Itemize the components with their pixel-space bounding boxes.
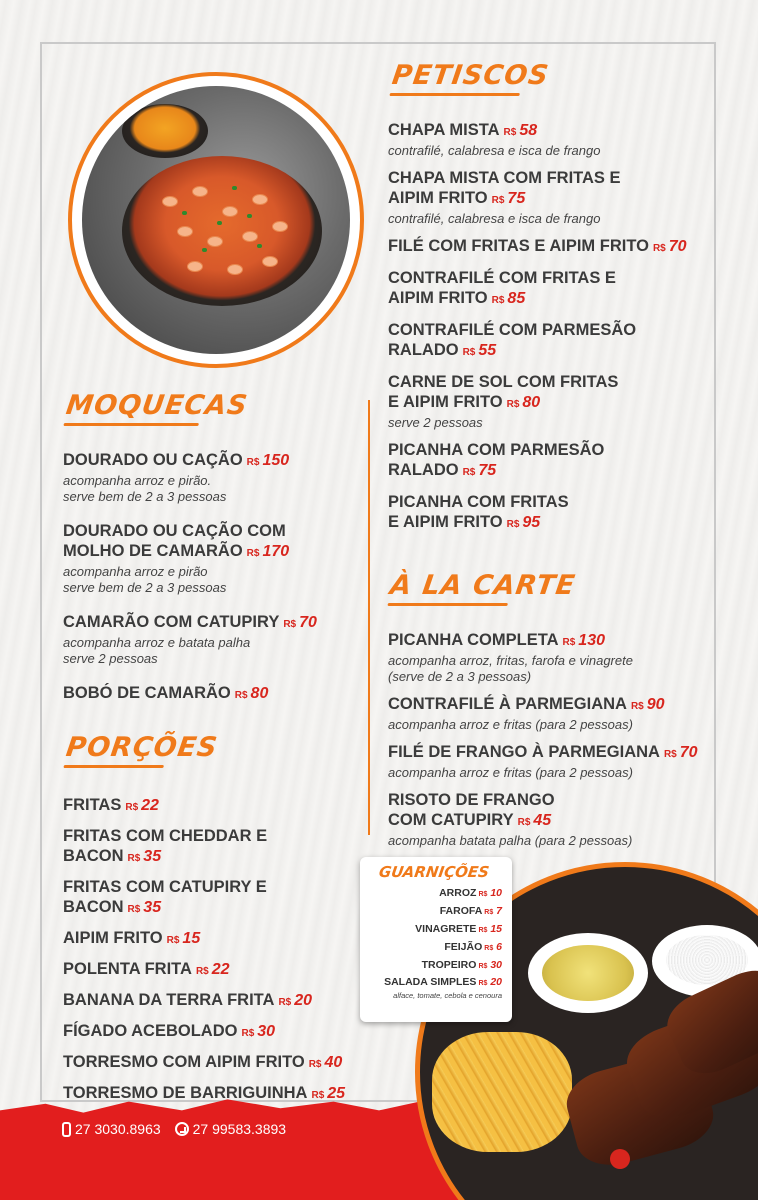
moquecas-heading [63, 390, 249, 426]
whatsapp-icon [175, 1122, 189, 1136]
porcoes-item: BANANA DA TERRA FRITA R$ 20 [63, 991, 313, 1009]
petiscos-item: CONTRAFILÉ COM PARMESÃO RALADO R$ 55 [388, 321, 637, 359]
porcoes-item: POLENTA FRITA R$ 22 [63, 960, 230, 978]
petiscos-item: CARNE DE SOL COM FRITAS E AIPIM FRITO R$ 80 serve 2 pessoas [388, 373, 619, 430]
contacts [62, 1121, 286, 1137]
petiscos-item: PICANHA COM FRITAS E AIPIM FRITO R$ 95 [388, 493, 569, 531]
guarnicoes-item: SALADA SIMPLES R$ 20 [384, 976, 502, 988]
porcoes-item: FRITAS COM CATUPIRY E BACON R$ 35 [63, 878, 267, 916]
petiscos-item: CHAPA MISTA COM FRITAS E AIPIM FRITO R$ 75 contrafilé, calabresa e isca de frango [388, 169, 621, 226]
moquecas-title: MOQUECAS [64, 390, 250, 421]
phone-number: 27 3030.8963 [75, 1121, 161, 1137]
alacarte-item: CONTRAFILÉ À PARMEGIANA R$ 90 acompanha arroz e fritas (para 2 pessoas) [388, 695, 665, 732]
moqueca-photo [68, 72, 364, 368]
petiscos-list [388, 120, 703, 544]
moquecas-item: DOURADO OU CAÇÃO R$ 150 acompanha arroz e pirão. serve bem de 2 a 3 pessoas [63, 451, 290, 504]
moquecas-item: CAMARÃO COM CATUPIRY R$ 70 acompanha arroz e batata palha serve 2 pessoas [63, 613, 317, 666]
guarnicoes-item: ARROZ R$ 10 [439, 887, 502, 899]
porcoes-item: FRITAS COM CHEDDAR E BACON R$ 35 [63, 827, 268, 865]
guarnicoes-item: FEIJÃO R$ 6 [444, 941, 502, 953]
petiscos-item: CONTRAFILÉ COM FRITAS E AIPIM FRITO R$ 85 [388, 269, 616, 307]
guarnicoes-card [360, 857, 512, 1022]
whatsapp-number: 27 99583.3893 [192, 1121, 287, 1137]
moqueca-pot [122, 156, 322, 306]
petiscos-title: PETISCOS [390, 60, 551, 91]
porcoes-item: TORRESMO DE BARRIGUINHA R$ 25 [63, 1084, 346, 1102]
phone-icon [62, 1122, 71, 1137]
porcoes-title: PORÇÕES [64, 732, 220, 763]
pirao-bowl [122, 104, 208, 158]
moquecas-item: BOBÓ DE CAMARÃO R$ 80 [63, 684, 269, 702]
porcoes-item: TORRESMO COM AIPIM FRITO R$ 40 [63, 1053, 343, 1071]
porcoes-item: AIPIM FRITO R$ 15 [63, 929, 201, 947]
porcoes-list [63, 795, 373, 1114]
alacarte-list [388, 630, 708, 858]
whatsapp-contact[interactable] [175, 1121, 286, 1137]
porcoes-item: FRITAS R$ 22 [63, 796, 159, 814]
fries [432, 1032, 572, 1152]
petiscos-item: CHAPA MISTA R$ 58 contrafilé, calabresa e isca de frango [388, 121, 601, 158]
petiscos-item: FILÉ COM FRITAS E AIPIM FRITO R$ 70 [388, 237, 687, 255]
guarnicoes-item: FAROFA R$ 7 [439, 905, 502, 917]
porcoes-item: FÍGADO ACEBOLADO R$ 30 [63, 1022, 276, 1040]
column-divider [368, 400, 370, 835]
alacarte-item: FILÉ DE FRANGO À PARMEGIANA R$ 70 acompanha arroz e fritas (para 2 pessoas) [388, 743, 698, 780]
guarnicoes-note: alface, tomate, cebola e cenoura [393, 991, 502, 1000]
moquecas-item: DOURADO OU CAÇÃO COM MOLHO DE CAMARÃO R$ 170 acompanha arroz e pirão serve bem de 2 a 3 pessoas [63, 522, 290, 595]
guarnicoes-title: GUARNIÇÕES [377, 863, 491, 881]
petiscos-heading [389, 60, 550, 96]
alacarte-item: PICANHA COMPLETA R$ 130 acompanha arroz, fritas, farofa e vinagrete (serve de 2 a 3 pessoas) [388, 631, 633, 684]
moquecas-list [63, 450, 363, 715]
guarnicoes-item: TROPEIRO R$ 30 [421, 959, 502, 971]
porcoes-heading [63, 732, 219, 768]
phone-contact[interactable] [62, 1121, 161, 1137]
alacarte-title: À LA CARTE [388, 570, 578, 601]
alacarte-heading [387, 570, 577, 606]
alacarte-item: RISOTO DE FRANGO COM CATUPIRY R$ 45 acompanha batata palha (para 2 pessoas) [388, 791, 633, 848]
guarnicoes-item: VINAGRETE R$ 15 [415, 923, 502, 935]
petiscos-item: PICANHA COM PARMESÃO RALADO R$ 75 [388, 441, 605, 479]
